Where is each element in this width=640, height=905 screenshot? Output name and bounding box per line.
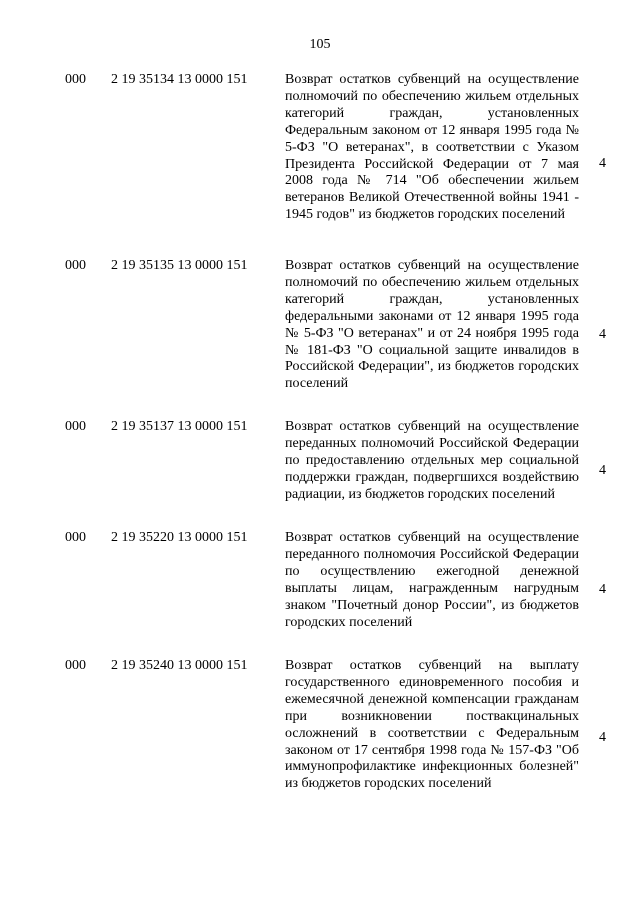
description-cell: Возврат остатков субвенций на выплату государственного единовременного пособия и ежемесячной денежной компенсации гражданам при возникновении поствакцинальных осложнений в соответствии с Федеральным законом от 17 сентября 1998 года № 157-ФЗ "Об иммунопрофилактике инфекционных болезней" из бюджетов городских поселений xyxy=(285,658,579,792)
table-row xyxy=(0,258,640,418)
page-number: 105 xyxy=(309,37,331,52)
description-cell: Возврат остатков субвенций на осуществление переданных полномочий Российской Федерации по предоставлению отдельных мер социальной поддержки граждан, подвергшихся воздействию радиации, из бюджетов городских поселений xyxy=(285,419,579,502)
budget-code-cell: 2 19 35134 13 0000 151 xyxy=(111,72,248,87)
value-cell: 4 xyxy=(599,730,606,745)
table-row xyxy=(0,658,640,838)
table-row xyxy=(0,419,640,524)
description-cell: Возврат остатков субвенций на осуществление полномочий по обеспечению жильем отдельных категорий граждан, установленных федеральными законами от 12 января 1995 года № 5-ФЗ "О ветеранах" и от 24 ноября 1995 года № 181-ФЗ "О социальной защите инвалидов в Российской Федерации", из бюджетов городских поселений xyxy=(285,258,579,392)
value-cell: 4 xyxy=(599,582,606,597)
admin-code-cell: 000 xyxy=(65,419,86,434)
budget-code-cell: 2 19 35137 13 0000 151 xyxy=(111,419,248,434)
admin-code-cell: 000 xyxy=(65,72,86,87)
table-row xyxy=(0,72,640,242)
admin-code-cell: 000 xyxy=(65,258,86,273)
description-cell: Возврат остатков субвенций на осуществление переданного полномочия Российской Федерации по осуществлению ежегодной денежной выплаты лицам, награжденным нагрудным знаком "Почетный донор России", из бюджетов городских поселений xyxy=(285,530,579,630)
budget-code-cell: 2 19 35135 13 0000 151 xyxy=(111,258,248,273)
budget-code-cell: 2 19 35220 13 0000 151 xyxy=(111,530,248,545)
admin-code-cell: 000 xyxy=(65,530,86,545)
description-cell: Возврат остатков субвенций на осуществление полномочий по обеспечению жильем отдельных категорий граждан, установленных Федеральным законом от 12 января 1995 года № 5-ФЗ "О ветеранах", в соответствии с Указом Президента Российской Федерации от 7 мая 2008 года № 714 "Об обеспечении жильем ветеранов Великой Отечественной войны 1941 - 1945 годов" из бюджетов городских поселений xyxy=(285,72,579,223)
budget-code-cell: 2 19 35240 13 0000 151 xyxy=(111,658,248,673)
table-row xyxy=(0,530,640,652)
value-cell: 4 xyxy=(599,156,606,171)
value-cell: 4 xyxy=(599,463,606,478)
admin-code-cell: 000 xyxy=(65,658,86,673)
value-cell: 4 xyxy=(599,327,606,342)
